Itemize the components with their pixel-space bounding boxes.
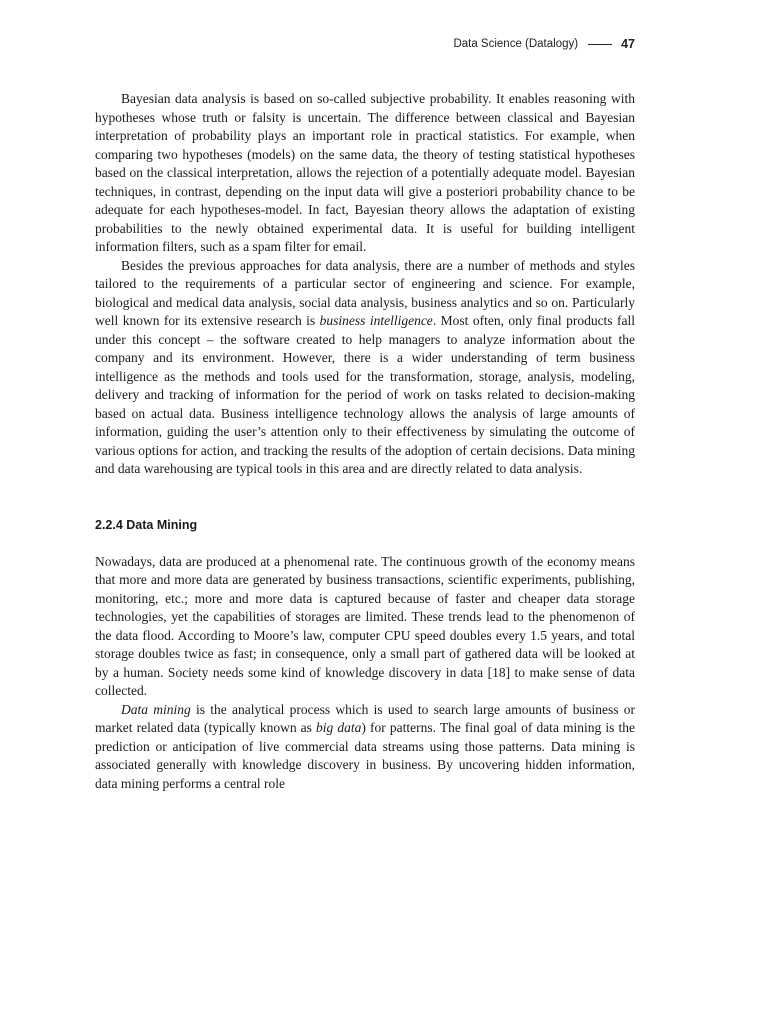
section-heading: 2.2.4 Data Mining	[95, 517, 198, 532]
running-head	[95, 37, 635, 51]
page-body	[95, 90, 635, 793]
paragraph-business-intelligence	[95, 257, 635, 479]
term-data-mining: Data mining	[121, 701, 191, 717]
term-big-data: big data	[316, 720, 362, 735]
paragraph-data-mining	[95, 701, 635, 794]
running-head-rule	[588, 44, 612, 45]
emphasis-business-intelligence: business intelligence	[319, 313, 433, 328]
paragraph-bayesian-text: Bayesian data analysis is based on so-called subjective probability. It enables reasoning with hypotheses whose truth or falsity is uncertain. The difference between classical and Bayesian interpretation of probability plays an important role in practical statistics. For example, when comparing two hypotheses (models) on the same data, the theory of testing statistical hypotheses based on the classical interpretation, allows the rejection of a potentially adequate model. Bayesian techniques, in contrast, depending on the input data will give a posteriori probability chance to be adequate for each hypotheses-model. In fact, Bayesian theory allows the adaptation of existing probabilities to the newly obtained experimental data. It is useful for building intelligent information filters, such as a spam filter for email.	[95, 91, 635, 254]
paragraph-bi-before: Besides the previous approaches for data analysis, there are a number of methods and styles tailored to the requirements of a particular sector of engineering and science. For example, biological and medical data analysis, social data analysis, business analytics and so on. Particularly well known for its extensive research is	[95, 257, 635, 328]
paragraph-bayesian	[95, 90, 635, 257]
paragraph-bi-after: . Most often, only final products fall under this concept – the software created to help managers to analyze information about the company and its environment. However, there is a wider understanding of term business intelligence as the methods and tools used for the transformation, storage, analysis, modeling, delivery and tracking of information for the period of work on tasks related to decision-making based on actual data. Business intelligence technology allows the analysis of large amounts of information, guiding the user’s attention only to their effectiveness by simulating the outcome of various options for action, and tracking the results of the adoption of certain decisions. Data mining and data warehousing are typical tools in this area and are directly related to data analysis.	[95, 313, 636, 476]
paragraph-dm-text2: ) for patterns. The final goal of data mining is the prediction or anticipation of live commercial data streams using those patterns. Data mining is associated generally with knowledge discovery in business. By uncovering hidden information, data mining performs a central role	[95, 720, 635, 791]
paragraph-dm-text1: is the analytical process which is used to search large amounts of business or market related data (typically known as	[95, 701, 635, 735]
paragraph-data-flood-text: Nowadays, data are produced at a phenomenal rate. The continuous growth of the economy means that more and more data are generated by business transactions, scientific experiments, publishing, monitoring, etc.; more and more data is captured because of faster and cheaper data storage technologies, yet the capabilities of storages are limited. These trends lead to the phenomenon of the data flood. According to Moore’s law, computer CPU speed doubles every 1.5 years, and total storage doubles twice as fast; in consequence, only a small part of gathered data will be looked at by a human. Society needs some kind of knowledge discovery in data [18] to make sense of data collected.	[95, 553, 635, 698]
paragraph-data-flood	[95, 553, 635, 701]
running-head-title: Data Science (Datalogy)	[453, 38, 579, 50]
page-number: 47	[621, 37, 635, 51]
